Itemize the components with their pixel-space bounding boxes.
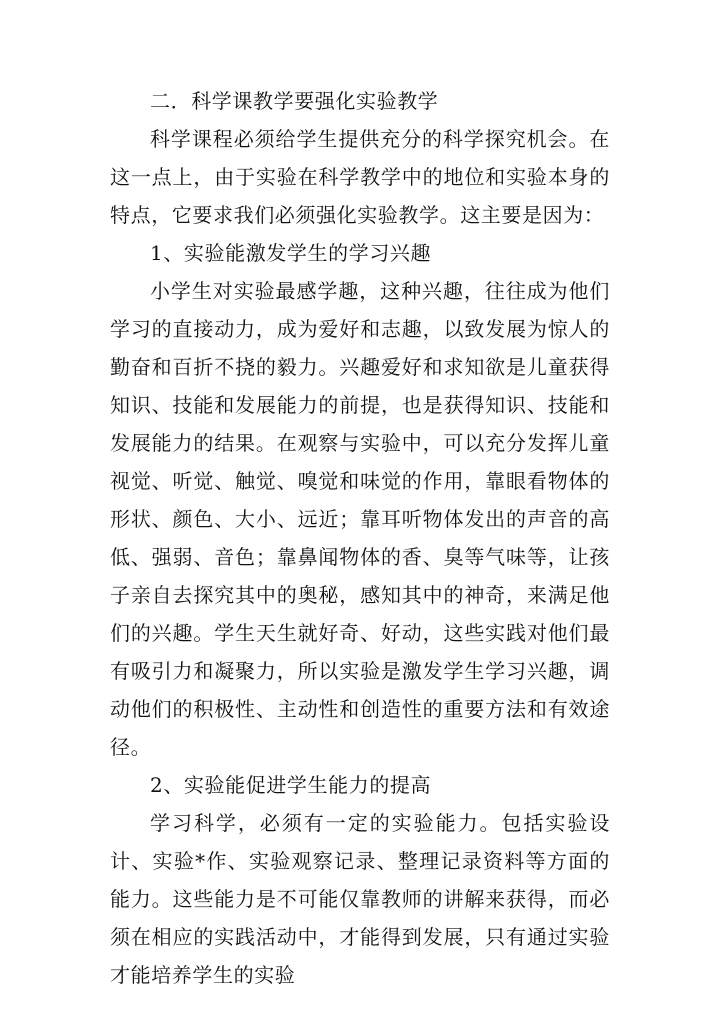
intro-paragraph: 科学课程必须给学生提供充分的科学探究机会。在这一点上，由于实验在科学教学中的地位和实验本身的特点，它要求我们必须强化实验教学。这主要是因为： <box>110 127 610 227</box>
section-heading: 二．科学课教学要强化实验教学 <box>150 89 439 113</box>
ability-paragraph: 学习科学，必须有一定的实验能力。包括实验设计、实验*作、实验观察记录、整理记录资料等方面的能力。这些能力是不可能仅靠教师的讲解来获得，而必须在相应的实践活动中，才能得到发展，只有通过实验才能培养学生的实验 <box>110 811 610 987</box>
subheading-interest: 1、实验能激发学生的学习兴趣 <box>150 241 432 265</box>
subheading-ability: 2、实验能促进学生能力的提高 <box>150 773 432 797</box>
document-page <box>110 82 610 994</box>
interest-paragraph: 小学生对实验最感学趣，这种兴趣，往往成为他们学习的直接动力，成为爱好和志趣，以致发展为惊人的勤奋和百折不挠的毅力。兴趣爱好和求知欲是儿童获得知识、技能和发展能力的前提，也是获得知识、技能和发展能力的结果。在观察与实验中，可以充分发挥儿童视觉、听觉、触觉、嗅觉和味觉的作用，靠眼看物体的形状、颜色、大小、远近；靠耳听物体发出的声音的高低、强弱、音色；靠鼻闻物体的香、臭等气味等，让孩子亲自去探究其中的奥秘，感知其中的神奇，来满足他们的兴趣。学生天生就好奇、好动，这些实践对他们最有吸引力和凝聚力，所以实验是激发学生学习兴趣，调动他们的积极性、主动性和创造性的重要方法和有效途径。 <box>110 279 610 759</box>
